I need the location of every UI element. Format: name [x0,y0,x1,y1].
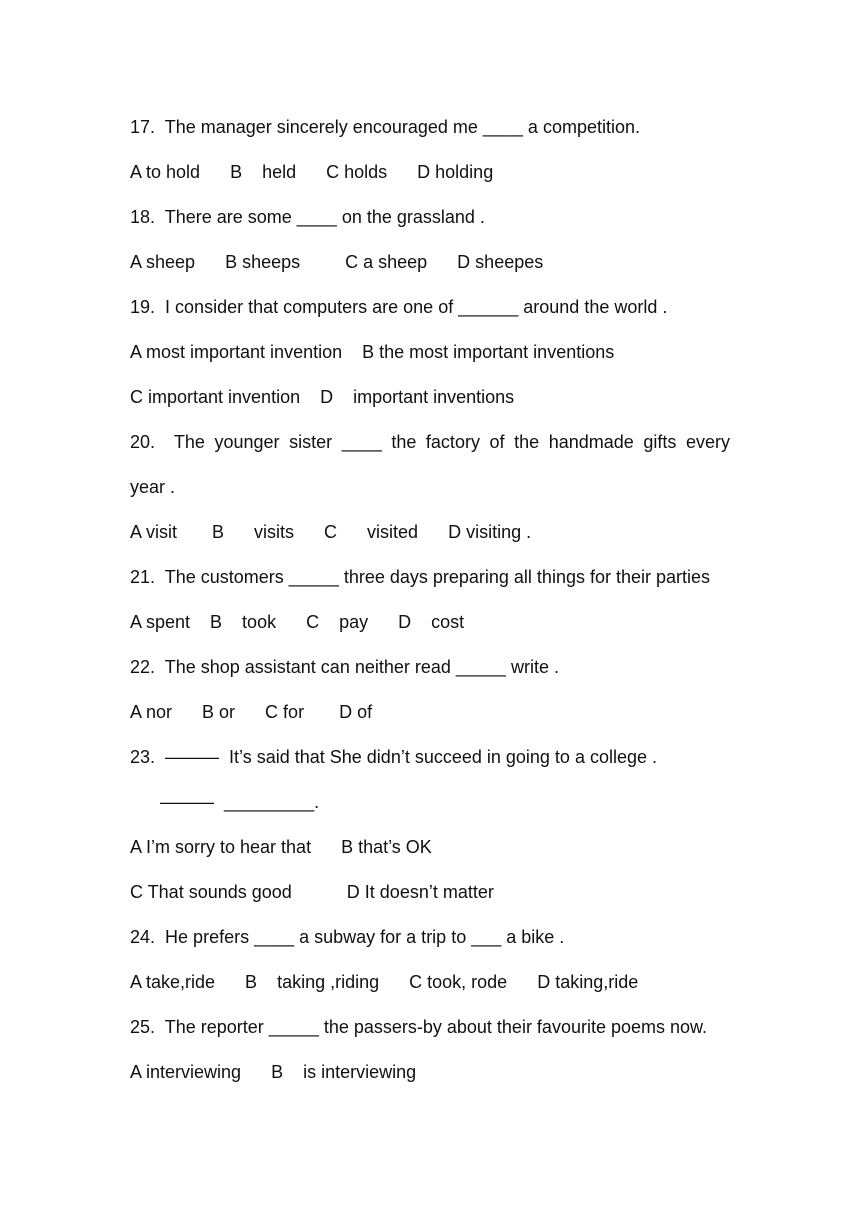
question-number: 21. [130,567,156,587]
question-20-options: A visit B visits C visited D visiting . [130,522,532,542]
question-stem: I consider that computers are one of ______ around the world . [165,297,668,317]
question-stem: The shop assistant can neither read _____ write . [164,657,559,677]
question-number: 23. [130,747,156,767]
question-stem: The customers _____ three days preparing all things for their parties [164,567,711,587]
question-20-stem-continued: year . [130,477,176,497]
question-number: 24. [130,927,156,947]
question-21-options: A spent B took C pay D cost [130,612,465,632]
question-24-options: A take,ride B taking ,riding C took, rode D taking,ride [130,972,639,992]
question-19 [130,295,667,319]
question-number: 19. [130,297,156,317]
question-17-options: A to hold B held C holds D holding [130,162,494,182]
question-22-options: A nor B or C for D of [130,702,373,722]
question-21 [130,565,710,589]
question-23-options-1: A I’m sorry to hear that B that’s OK [130,837,432,857]
question-23 [130,745,657,769]
question-18-options: A sheep B sheeps C a sheep D sheepes [130,252,544,272]
question-23-reply-blank: ——— _________. [160,792,320,812]
question-stem: ——— It’s said that She didn’t succeed in going to a college . [165,747,657,767]
question-stem: The reporter _____ the passers-by about their favourite poems now. [164,1017,708,1037]
question-20 [130,430,730,454]
question-19-options-1: A most important invention B the most important inventions [130,342,615,362]
question-22 [130,655,559,679]
question-25 [130,1015,707,1039]
question-23-options-2: C That sounds good D It doesn’t matter [130,882,494,902]
question-19-options-2: C important invention D important inventions [130,387,515,407]
question-25-options: A interviewing B is interviewing [130,1062,417,1082]
question-number: 25. [130,1017,156,1037]
question-stem: He prefers ____ a subway for a trip to ___ a bike . [165,927,565,947]
question-number: 22. [130,657,156,677]
question-number: 20. [130,432,156,452]
question-stem: There are some ____ on the grassland . [164,207,485,227]
question-stem: The younger sister ____ the factory of the handmade gifts every [173,432,730,452]
question-24 [130,925,564,949]
question-number: 18. [130,207,156,227]
question-stem: The manager sincerely encouraged me ____ a competition. [164,117,640,137]
question-17 [130,115,640,139]
question-number: 17. [130,117,156,137]
question-18 [130,205,485,229]
